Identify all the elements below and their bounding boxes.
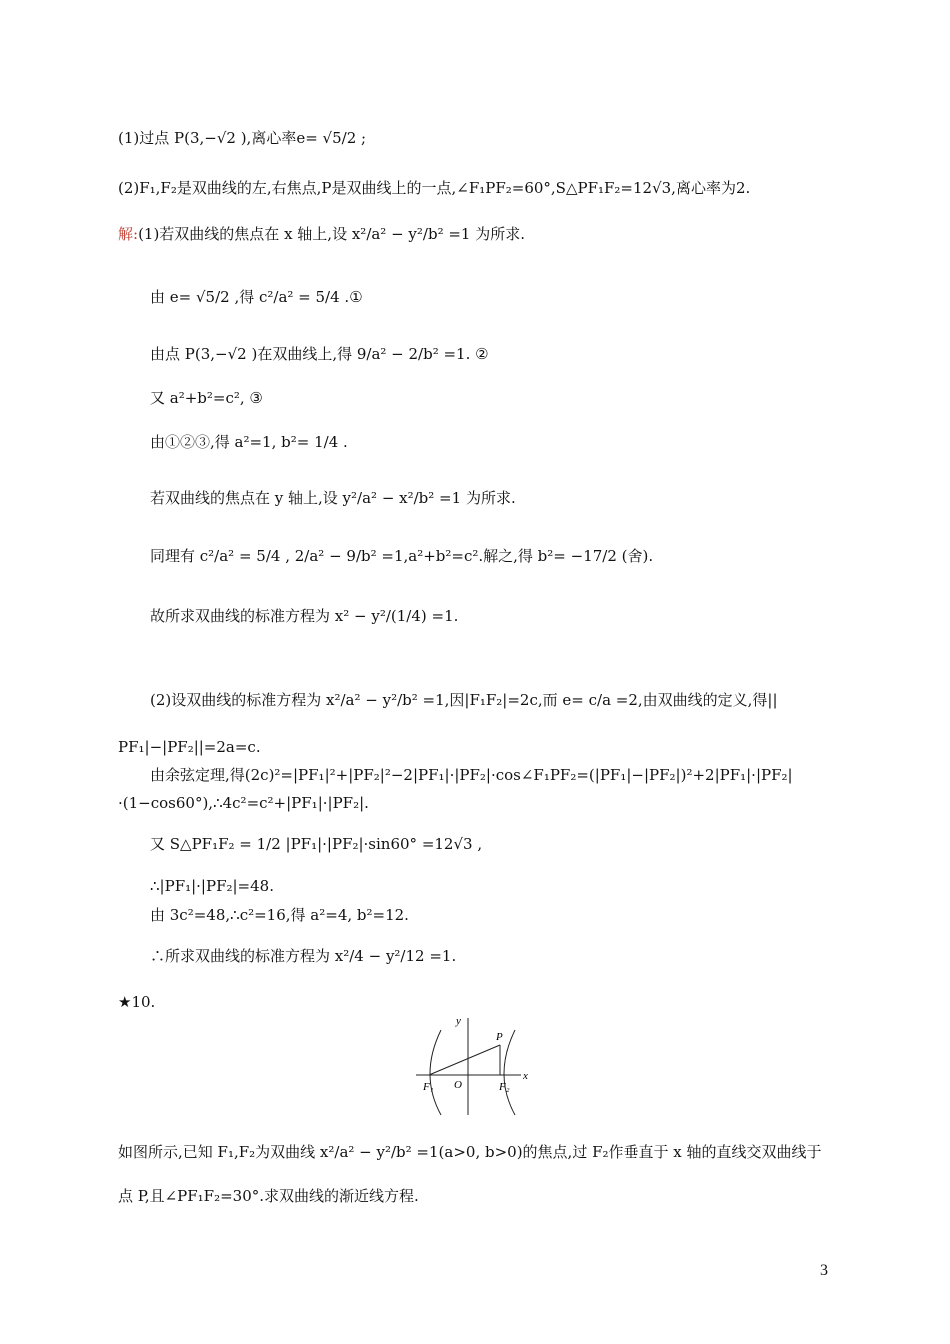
solution-line-15: 又 S△PF₁F₂ = 1/2 |PF₁|·|PF₂|·sin60° =12√3 , bbox=[150, 835, 483, 853]
solution-line-11: (2)设双曲线的标准方程为 x²/a² − y²/b² =1,因|F₁F₂|=2c,而 e= c/a =2,由双曲线的定义,得|| bbox=[150, 691, 778, 709]
label-x: x bbox=[523, 1070, 528, 1082]
solution-line-13: 由余弦定理,得(2c)²=|PF₁|²+|PF₂|²−2|PF₁|·|PF₂|·cos∠F₁PF₂=(|PF₁|−|PF₂|)²+2|PF₁|·|PF₂| bbox=[150, 766, 793, 784]
hyperbola-figure bbox=[411, 1010, 541, 1120]
solution-line-4: 由 e= √5/2 ,得 c²/a² = 5/4 .① bbox=[150, 288, 363, 306]
solution-line-14: ·(1−cos60°),∴4c²=c²+|PF₁|·|PF₂|. bbox=[118, 794, 369, 812]
solution-line-8: 若双曲线的焦点在 y 轴上,设 y²/a² − x²/b² =1 为所求. bbox=[150, 489, 516, 507]
solution-line-6: 又 a²+b²=c², ③ bbox=[150, 389, 263, 407]
solution-line-7: 由①②③,得 a²=1, b²= 1/4 . bbox=[150, 433, 348, 451]
label-p: P bbox=[496, 1031, 503, 1043]
problem-number: ★10. bbox=[118, 993, 156, 1011]
solution-text: (1)若双曲线的焦点在 x 轴上,设 x²/a² − y²/b² =1 为所求. bbox=[138, 225, 526, 243]
label-o: O bbox=[454, 1079, 462, 1091]
solution-line-16: ∴|PF₁|·|PF₂|=48. bbox=[150, 877, 274, 895]
solution-line-5: 由点 P(3,−√2 )在双曲线上,得 9/a² − 2/b² =1. ② bbox=[150, 345, 489, 363]
question-part-2: (2)F₁,F₂是双曲线的左,右焦点,P是双曲线上的一点,∠F₁PF₂=60°,S△PF₁F₂=12√3,离心率为2. bbox=[118, 179, 751, 197]
problem-text-2: 点 P,且∠PF₁F₂=30°.求双曲线的渐近线方程. bbox=[118, 1187, 419, 1205]
page-number: 3 bbox=[820, 1262, 828, 1279]
solution-line-17: 由 3c²=48,∴c²=16,得 a²=4, b²=12. bbox=[150, 906, 409, 924]
solution-line-18: ∴所求双曲线的标准方程为 x²/4 − y²/12 =1. bbox=[150, 947, 457, 965]
solution-start bbox=[118, 224, 525, 244]
label-f1: F₁ bbox=[423, 1081, 434, 1093]
solution-line-12: PF₁|−|PF₂||=2a=c. bbox=[118, 738, 261, 756]
line-f1-p bbox=[429, 1045, 500, 1075]
problem-text-1: 如图所示,已知 F₁,F₂为双曲线 x²/a² − y²/b² =1(a>0, b>0)的焦点,过 F₂作垂直于 x 轴的直线交双曲线于 bbox=[118, 1143, 822, 1161]
question-part-1: (1)过点 P(3,−√2 ),离心率e= √5/2 ; bbox=[118, 129, 367, 147]
label-y: y bbox=[456, 1015, 461, 1027]
label-f2: F₂ bbox=[499, 1081, 510, 1093]
solution-line-10: 故所求双曲线的标准方程为 x² − y²/(1/4) =1. bbox=[150, 607, 459, 625]
solution-label: 解: bbox=[118, 225, 139, 243]
solution-line-9: 同理有 c²/a² = 5/4 , 2/a² − 9/b² =1,a²+b²=c².解之,得 b²= −17/2 (舍). bbox=[150, 547, 654, 565]
right-branch bbox=[504, 1030, 515, 1115]
